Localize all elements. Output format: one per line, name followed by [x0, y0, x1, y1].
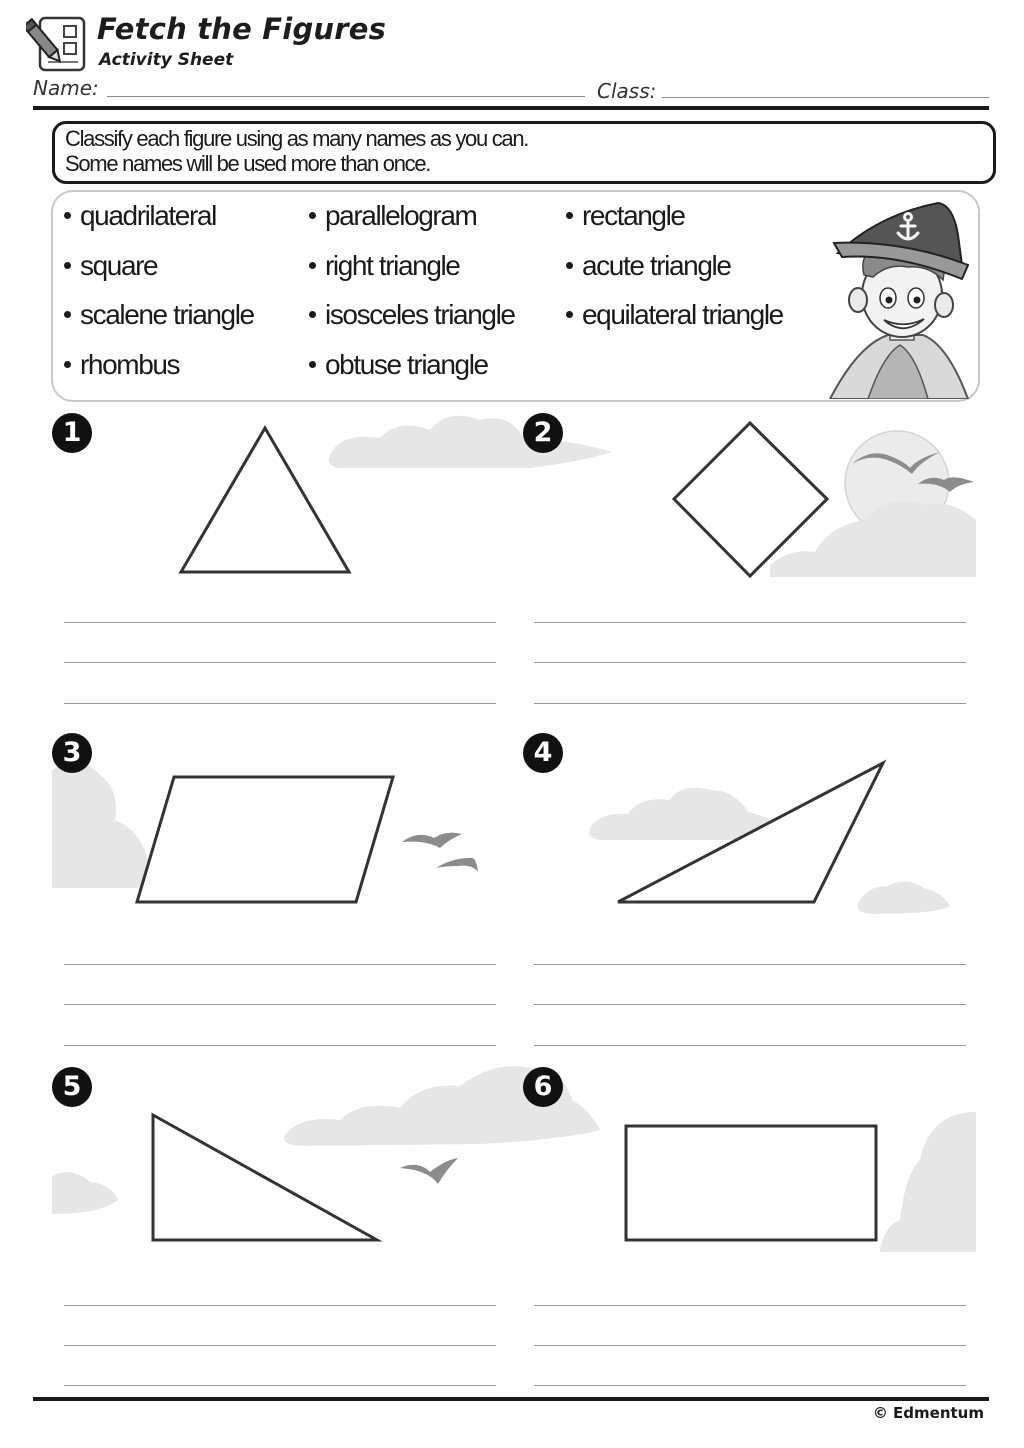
- word-bank-item: quadrilateral: [64, 200, 294, 232]
- word-bank-item: rectangle: [566, 200, 694, 232]
- problem-number: 3: [52, 733, 92, 773]
- answer-line[interactable]: [534, 1345, 966, 1346]
- cloud: [858, 881, 951, 914]
- problem-number: 1: [52, 413, 92, 453]
- cloud: [329, 416, 612, 468]
- figure-1-triangle: [181, 428, 349, 572]
- name-label: Name:: [33, 76, 99, 100]
- figure-3-parallelogram: [137, 777, 393, 902]
- page-title: Fetch the Figures: [97, 12, 387, 46]
- problem-number: 6: [523, 1067, 563, 1107]
- answer-line[interactable]: [534, 1305, 966, 1306]
- answer-line[interactable]: [64, 662, 496, 663]
- page-subtitle: Activity Sheet: [99, 50, 234, 70]
- answer-line[interactable]: [534, 622, 966, 623]
- answer-line[interactable]: [64, 1305, 496, 1306]
- answer-line[interactable]: [534, 1045, 966, 1046]
- answer-line[interactable]: [64, 964, 496, 965]
- word-bank-item: rhombus: [64, 349, 186, 381]
- class-label: Class:: [597, 79, 657, 103]
- copyright-text: © Edmentum: [872, 1404, 984, 1422]
- answer-line[interactable]: [64, 703, 496, 704]
- cloud: [52, 762, 148, 888]
- problem-number: 4: [523, 733, 563, 773]
- answer-line[interactable]: [534, 964, 966, 965]
- instruction-line-2: Some names will be used more than once.: [65, 151, 431, 176]
- answer-line[interactable]: [534, 703, 966, 704]
- word-bank-item: scalene triangle: [64, 299, 278, 331]
- answer-line[interactable]: [534, 662, 966, 663]
- answer-line[interactable]: [534, 1004, 966, 1005]
- word-bank-item: square: [64, 250, 162, 282]
- answer-line[interactable]: [64, 1045, 496, 1046]
- cloud: [880, 1112, 976, 1252]
- word-bank-item: obtuse triangle: [309, 349, 511, 381]
- word-bank-item: equilateral triangle: [566, 299, 812, 331]
- word-bank-item: parallelogram: [309, 200, 495, 232]
- answer-line[interactable]: [64, 1385, 496, 1386]
- word-bank-item: right triangle: [309, 250, 495, 282]
- answer-line[interactable]: [64, 1345, 496, 1346]
- answer-line[interactable]: [534, 1385, 966, 1386]
- footer-rule: [33, 1397, 989, 1401]
- word-bank-item: isosceles triangle: [309, 299, 531, 331]
- instruction-line-1: Classify each figure using as many names as you can.: [65, 126, 529, 151]
- cloud: [52, 1172, 118, 1214]
- figure-6-rectangle: [626, 1126, 876, 1240]
- answer-line[interactable]: [64, 622, 496, 623]
- answer-line[interactable]: [64, 1004, 496, 1005]
- problem-number: 2: [523, 413, 563, 453]
- problem-number: 5: [52, 1067, 92, 1107]
- word-bank-item: acute triangle: [566, 250, 751, 282]
